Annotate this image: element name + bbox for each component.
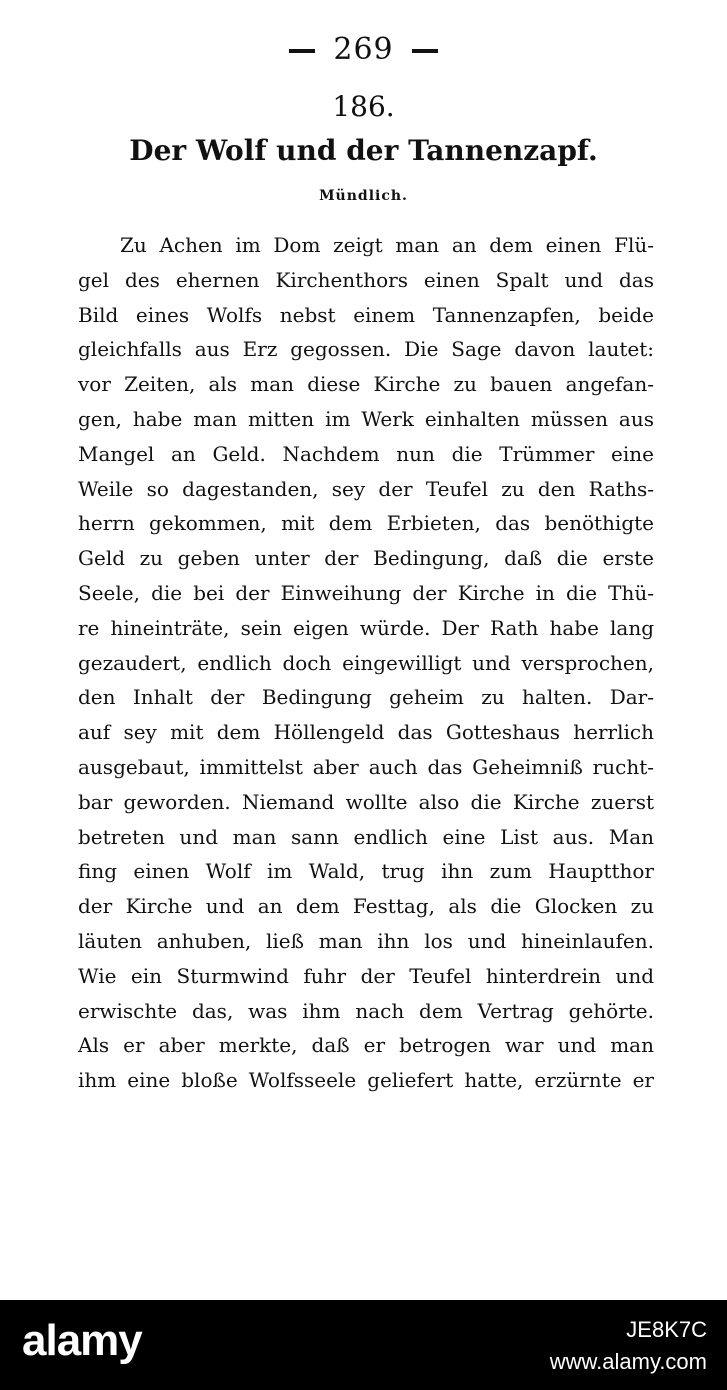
- website-url: www.alamy.com: [549, 1349, 707, 1374]
- alamy-logo: alamy: [22, 1316, 142, 1365]
- text-line: gleichfalls aus Erz gegossen. Die Sage davon lautet:: [78, 337, 654, 362]
- text-line: fing einen Wolf im Wald, trug ihn zum Hauptthor: [78, 859, 654, 884]
- text-line: gel des ehernen Kirchenthors einen Spalt und das: [78, 267, 654, 292]
- watermark-footer: [0, 1300, 727, 1390]
- text-line: Geld zu geben unter der Bedingung, daß die erste: [78, 546, 654, 571]
- text-line: ausgebaut, immittelst aber auch das Geheimniß rucht-: [78, 754, 654, 779]
- text-line: den Inhalt der Bedingung geheim zu halten. Dar-: [78, 685, 654, 710]
- source-note: Mündlich.: [319, 188, 408, 204]
- text-line: Mangel an Geld. Nachdem nun die Trümmer eine: [78, 441, 654, 466]
- text-line: re hineinträte, sein eigen würde. Der Rath habe lang: [78, 615, 654, 640]
- text-line: Weile so dagestanden, sey der Teufel zu den Raths-: [78, 476, 654, 501]
- story-title: Der Wolf und der Tannenzapf.: [129, 134, 598, 167]
- text-line: läuten anhuben, ließ man ihn los und hineinlaufen.: [78, 928, 654, 953]
- text-line: Bild eines Wolfs nebst einem Tannenzapfen, beide: [78, 302, 654, 327]
- text-line: vor Zeiten, als man diese Kirche zu bauen angefan-: [78, 372, 654, 397]
- text-line: der Kirche und an dem Festtag, als die Glocken zu: [78, 894, 654, 919]
- page-number: 269: [333, 32, 394, 67]
- text-line: erwischte das, was ihm nach dem Vertrag gehörte.: [78, 998, 654, 1023]
- header-dash-right: [412, 49, 438, 53]
- text-line: Seele, die bei der Einweihung der Kirche in die Thü-: [78, 580, 654, 605]
- story-body: [78, 228, 654, 1098]
- text-line: Wie ein Sturmwind fuhr der Teufel hinterdrein und: [78, 963, 654, 988]
- text-line: gen, habe man mitten im Werk einhalten müssen aus: [78, 406, 654, 431]
- text-line: Als er aber merkte, daß er betrogen war und man: [78, 1033, 654, 1058]
- header-dash-left: [289, 49, 315, 53]
- entry-number: 186.: [332, 90, 395, 123]
- text-line: betreten und man sann endlich eine List aus. Man: [78, 824, 654, 849]
- text-line: gezaudert, endlich doch eingewilligt und versprochen,: [78, 650, 654, 675]
- text-line: bar geworden. Niemand wollte also die Kirche zuerst: [78, 789, 654, 814]
- text-line: ihm eine bloße Wolfsseele geliefert hatte, erzürnte er: [78, 1068, 654, 1093]
- image-id: JE8K7C: [626, 1317, 707, 1342]
- text-line: Zu Achen im Dom zeigt man an dem einen Flü-: [120, 233, 654, 257]
- image-reference: [550, 1314, 707, 1378]
- text-line: auf sey mit dem Höllengeld das Gotteshaus herrlich: [78, 720, 654, 745]
- text-line: herrn gekommen, mit dem Erbieten, das benöthigte: [78, 511, 654, 536]
- page-header: [0, 32, 727, 67]
